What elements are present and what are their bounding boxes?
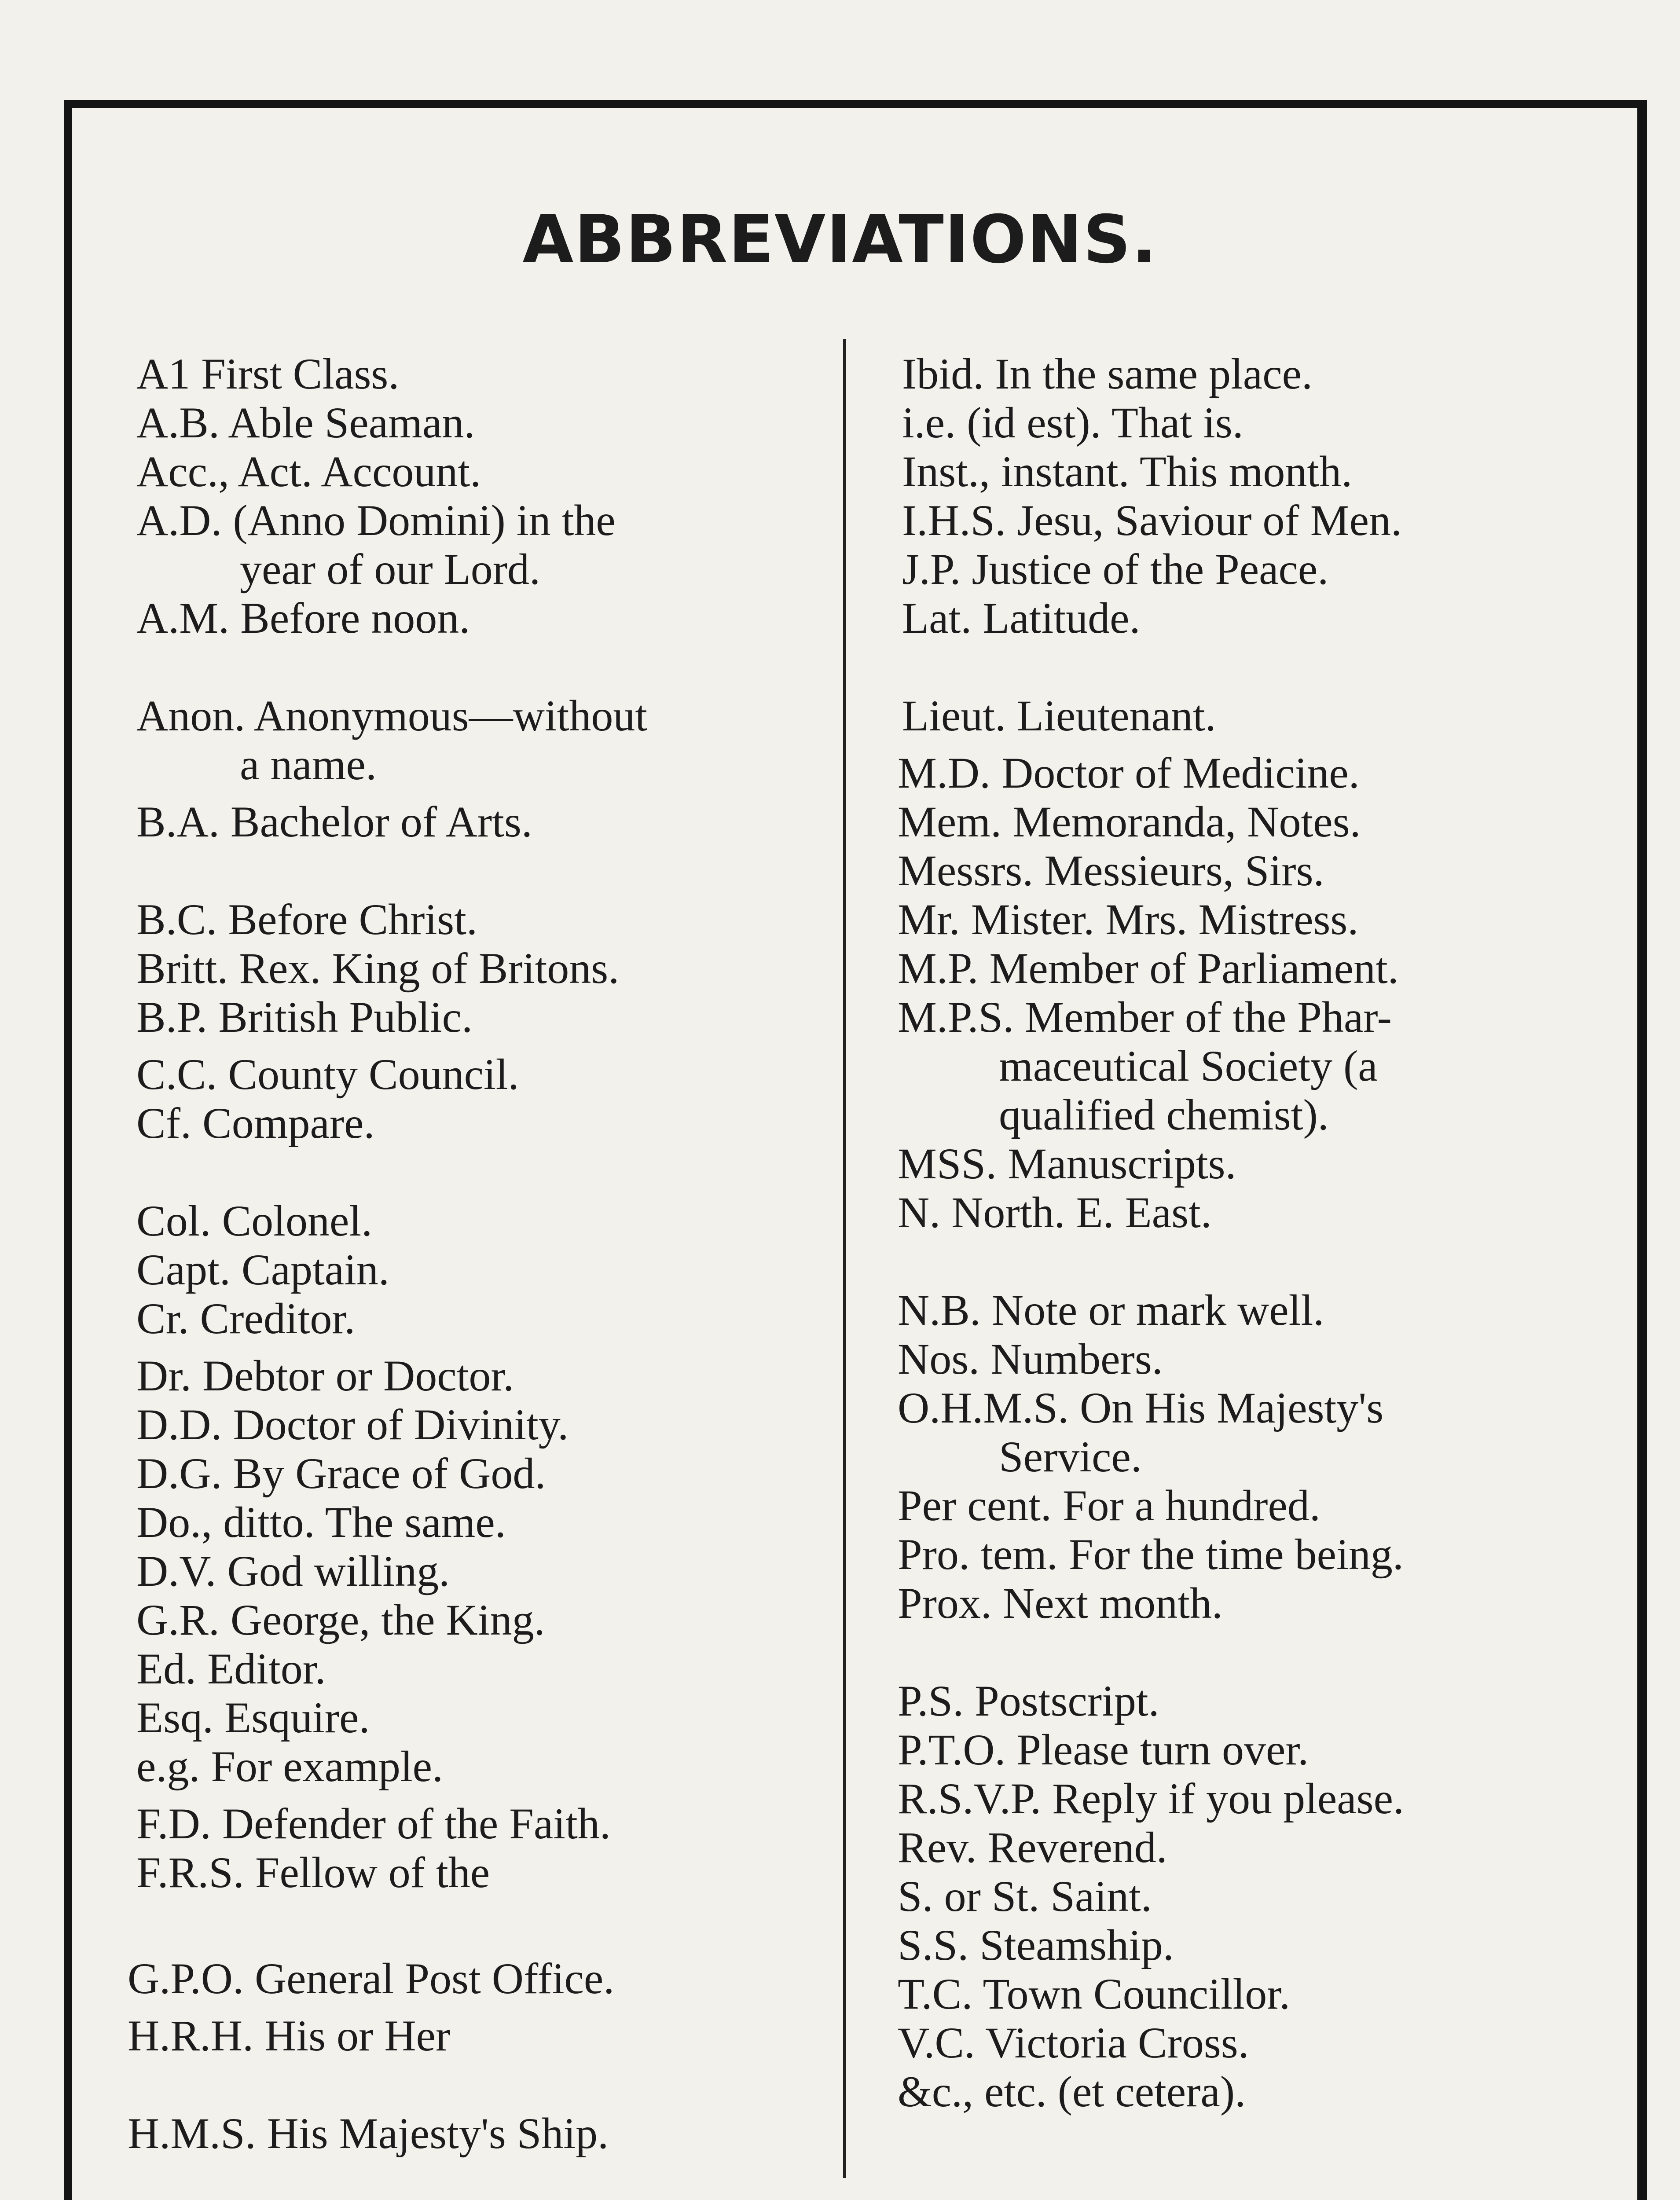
left-column-entry: A.B. Able Seaman. (136, 398, 475, 447)
left-column-entry: B.A. Bachelor of Arts. (136, 797, 532, 846)
left-column-entry: B.C. Before Christ. (136, 895, 477, 944)
right-column-entry: T.C. Town Councillor. (898, 1969, 1291, 2018)
left-column-entry: Capt. Captain. (136, 1245, 389, 1294)
left-column-entry: A1 First Class. (136, 349, 400, 398)
right-column-entry: Inst., instant. This month. (902, 447, 1353, 496)
left-column-entry: F.D. Defender of the Faith. (136, 1799, 611, 1848)
left-column-entry: Cr. Creditor. (136, 1294, 356, 1343)
page-title: ABBREVIATIONS. (522, 202, 1158, 278)
right-column-entry: J.P. Justice of the Peace. (902, 545, 1329, 594)
right-column-entry: Mr. Mister. Mrs. Mistress. (898, 895, 1359, 944)
right-column-entry: Service. (999, 1432, 1142, 1481)
left-column-entry: F.R.S. Fellow of the (136, 1848, 490, 1897)
right-column-entry: Pro. tem. For the time being. (898, 1530, 1404, 1579)
right-column-entry: M.P.S. Member of the Phar- (898, 993, 1392, 1041)
right-column-entry: MSS. Manuscripts. (898, 1139, 1236, 1188)
right-column-entry: M.P. Member of Parliament. (898, 944, 1399, 993)
right-column-entry: qualified chemist). (999, 1090, 1329, 1139)
left-column-entry: D.D. Doctor of Divinity. (136, 1400, 569, 1449)
left-column-entry: H.M.S. His Majesty's Ship. (128, 2109, 609, 2158)
left-column-entry: B.P. British Public. (136, 993, 473, 1041)
left-column-entry: G.R. George, the King. (136, 1595, 545, 1644)
right-column-entry: O.H.M.S. On His Majesty's (898, 1383, 1384, 1432)
right-column-entry: i.e. (id est). That is. (902, 398, 1243, 447)
left-column-entry: Ed. Editor. (136, 1644, 326, 1693)
right-column-entry: R.S.V.P. Reply if you please. (898, 1774, 1404, 1823)
column-divider (843, 339, 846, 2178)
left-column-entry: C.C. County Council. (136, 1050, 519, 1099)
right-column-entry: P.S. Postscript. (898, 1676, 1159, 1725)
right-column-entry: I.H.S. Jesu, Saviour of Men. (902, 496, 1402, 545)
left-column-entry: year of our Lord. (240, 545, 541, 594)
right-column-entry: V.C. Victoria Cross. (898, 2018, 1249, 2067)
left-column-entry: H.R.H. His or Her (128, 2011, 451, 2060)
right-column-entry: Lat. Latitude. (902, 594, 1141, 642)
right-column-entry: Messrs. Messieurs, Sirs. (898, 846, 1324, 895)
right-column-entry: S.S. Steamship. (898, 1921, 1174, 1969)
right-column-entry: Ibid. In the same place. (902, 349, 1313, 398)
right-column-entry: Mem. Memoranda, Notes. (898, 797, 1361, 846)
right-column-entry: Lieut. Lieutenant. (902, 691, 1216, 740)
right-column-entry: maceutical Society (a (999, 1041, 1378, 1090)
left-column-entry: Col. Colonel. (136, 1196, 373, 1245)
right-column-entry: Rev. Reverend. (898, 1823, 1167, 1872)
left-column-entry: G.P.O. General Post Office. (128, 1954, 615, 2003)
left-column-entry: Anon. Anonymous—without (136, 691, 648, 740)
right-column-entry: &c., etc. (et cetera). (898, 2067, 1246, 2116)
left-column-entry: Cf. Compare. (136, 1099, 375, 1148)
left-column-entry: D.G. By Grace of God. (136, 1449, 546, 1498)
right-column-entry: N.B. Note or mark well. (898, 1286, 1324, 1335)
right-column-entry: Per cent. For a hundred. (898, 1481, 1321, 1530)
left-column-entry: Do., ditto. The same. (136, 1498, 506, 1547)
right-column-entry: Prox. Next month. (898, 1579, 1223, 1628)
right-column-entry: P.T.O. Please turn over. (898, 1725, 1309, 1774)
right-column-entry: N. North. E. East. (898, 1188, 1212, 1237)
left-column-entry: Esq. Esquire. (136, 1693, 370, 1742)
left-column-entry: A.M. Before noon. (136, 594, 470, 642)
left-column-entry: a name. (240, 740, 377, 789)
left-column-entry: Acc., Act. Account. (136, 447, 481, 496)
right-column-entry: S. or St. Saint. (898, 1872, 1152, 1921)
left-column-entry: Dr. Debtor or Doctor. (136, 1351, 514, 1400)
left-column-entry: A.D. (Anno Domini) in the (136, 496, 616, 545)
right-column-entry: Nos. Numbers. (898, 1335, 1163, 1383)
left-column-entry: Britt. Rex. King of Britons. (136, 944, 620, 993)
left-column-entry: D.V. God willing. (136, 1547, 450, 1595)
right-column-entry: M.D. Doctor of Medicine. (898, 748, 1360, 797)
left-column-entry: e.g. For example. (136, 1742, 444, 1791)
